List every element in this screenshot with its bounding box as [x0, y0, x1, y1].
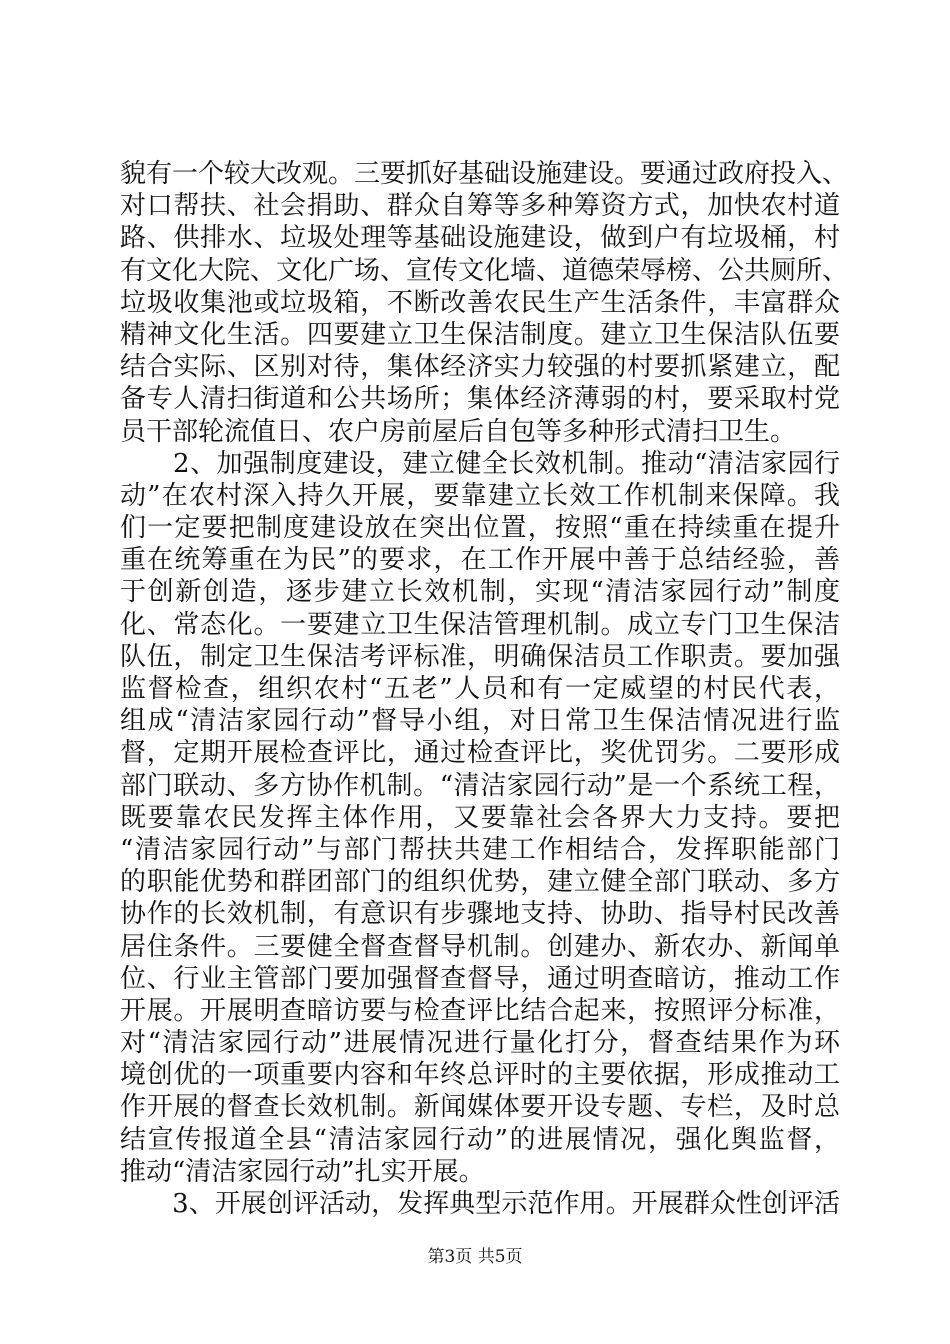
text-line: 推动“清洁家园行动”扎实开展。: [120, 1156, 485, 1187]
text-line: 们一定要把制度建设放在突出位置，按照“重在持续重在提升: [120, 513, 840, 544]
text-line: 组成“清洁家园行动”督导小组，对日常卫生保洁情况进行监: [120, 706, 840, 737]
text-line: 督，定期开展检查评比，通过检查评比，奖优罚劣。二要形成: [120, 738, 840, 769]
text-line: 3、开展创评活动，发挥典型示范作用。开展群众性创评活: [120, 1189, 840, 1219]
text-line: 居住条件。三要健全督查督导机制。创建办、新农办、新闻单: [120, 931, 840, 962]
text-line: 2、加强制度建设，建立健全长效机制。推动“清洁家园行: [120, 448, 840, 479]
text-line: 有文化大院、文化广场、宣传文化墙、道德荣辱榜、公共厕所、: [120, 255, 849, 286]
page-footer: 第3页 共5页: [427, 1247, 523, 1267]
text-line: 备专人清扫街道和公共场所；集体经济薄弱的村，要采取村党: [120, 384, 840, 415]
text-line: 开展。开展明查暗访要与检查评比结合起来，按照评分标准，: [120, 995, 840, 1026]
text-line: 精神文化生活。四要建立卫生保洁制度。建立卫生保洁队伍要: [120, 319, 840, 350]
text-line: 位、行业主管部门要加强督查督导，通过明查暗访，推动工作: [120, 963, 840, 994]
text-line: 境创优的一项重要内容和年终总评时的主要依据，形成推动工: [120, 1060, 840, 1091]
text-line: 对“清洁家园行动”进展情况进行量化打分，督查结果作为环: [120, 1028, 840, 1059]
text-line: 结宣传报道全县“清洁家园行动”的进展情况，强化舆监督，: [120, 1124, 840, 1155]
text-line: 监督检查，组织农村“五老”人员和有一定威望的村民代表，: [120, 674, 840, 704]
text-line: 队伍，制定卫生保洁考评标准，明确保洁员工作职责。要加强: [120, 641, 840, 672]
text-line: 既要靠农民发挥主体作用，又要靠社会各界大力支持。要把: [120, 802, 840, 833]
text-line: “清洁家园行动”与部门帮扶共建工作相结合，发挥职能部门: [120, 834, 840, 865]
text-line: 化、常态化。一要建立卫生保洁管理机制。成立专门卫生保洁: [120, 609, 840, 640]
text-line: 于创新创造，逐步建立长效机制，实现“清洁家园行动”制度: [120, 577, 840, 608]
text-line: 结合实际、区别对待，集体经济实力较强的村要抓紧建立，配: [120, 352, 840, 383]
text-line: 部门联动、多方协作机制。“清洁家园行动”是一个系统工程，: [120, 770, 840, 801]
text-line: 的职能优势和群团部门的组织优势，建立健全部门联动、多方: [120, 867, 840, 898]
text-line: 作开展的督查长效机制。新闻媒体要开设专题、专栏，及时总: [120, 1092, 840, 1123]
text-line: 员干部轮流值日、农户房前屋后自包等多种形式清扫卫生。: [120, 416, 797, 447]
text-line: 貌有一个较大改观。三要抓好基础设施建设。要通过政府投入、: [120, 159, 849, 189]
text-line: 路、供排水、垃圾处理等基础设施建设，做到户有垃圾桶，村: [120, 223, 840, 254]
document-body: [120, 158, 849, 1220]
text-line: 协作的长效机制，有意识有步骤地支持、协助、指导村民改善: [120, 899, 840, 930]
text-line: 对口帮扶、社会捐助、群众自筹等多种筹资方式，加快农村道: [120, 191, 840, 222]
text-line: 动”在农村深入持久开展，要靠建立长效工作机制来保障。我: [120, 480, 840, 511]
text-line: 垃圾收集池或垃圾箱，不断改善农民生产生活条件，丰富群众: [120, 287, 840, 318]
text-line: 重在统筹重在为民”的要求，在工作开展中善于总结经验，善: [120, 545, 840, 576]
